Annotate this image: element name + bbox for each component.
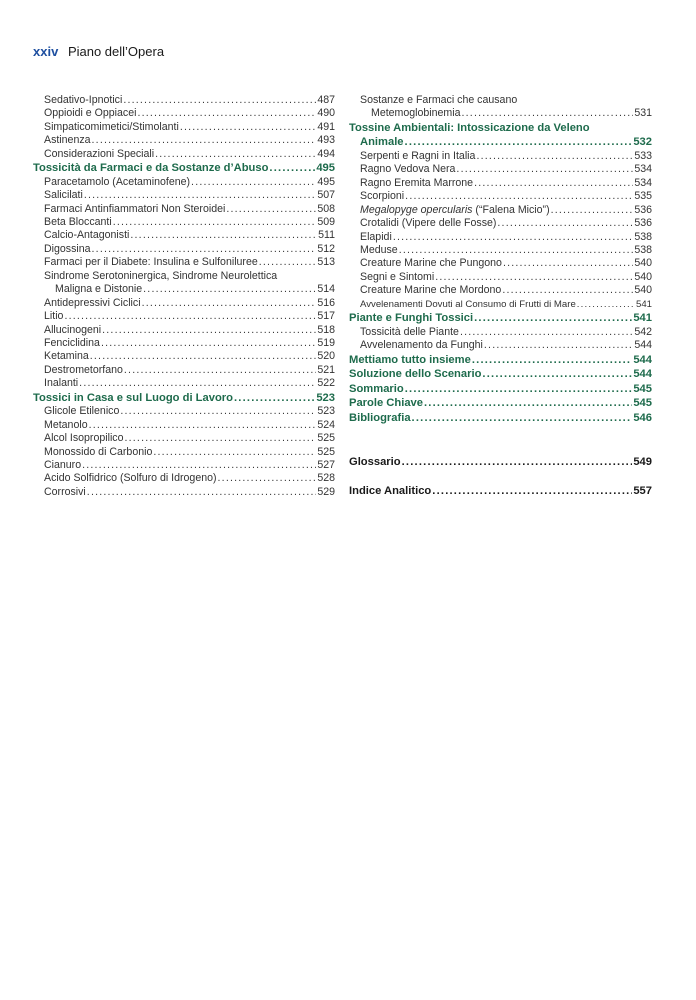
toc-leader-dots: [113, 216, 317, 229]
toc-leader-dots: [123, 94, 316, 107]
toc-entry-title: Metanolo: [44, 418, 88, 431]
toc-entry-title: Tossicità delle Piante: [360, 325, 459, 338]
toc-leader-dots: [234, 391, 315, 406]
toc-leader-dots: [89, 419, 317, 432]
toc-entry: [349, 396, 652, 411]
toc-entry-title: Acido Solfidrico (Solfuro di Idrogeno): [44, 472, 217, 485]
toc-entry: [33, 364, 335, 377]
toc-entry-page: 509: [317, 216, 335, 228]
toc-entry: [33, 472, 335, 485]
toc-entry-title: Paracetamolo (Acetaminofene): [44, 175, 191, 188]
toc-entry: [349, 94, 652, 107]
toc-entry: [33, 337, 335, 350]
toc-entry: [349, 326, 652, 339]
toc-leader-dots: [180, 121, 317, 134]
toc-leader-dots: [474, 177, 633, 190]
toc-entry-title: Maligna e Distonie: [55, 283, 143, 296]
toc-entry-page: 516: [317, 296, 335, 309]
toc-entry: [33, 391, 335, 406]
toc-entry-page: 491: [317, 120, 335, 133]
toc-entry: [349, 382, 652, 397]
toc-entry-page: 535: [634, 190, 652, 203]
toc-entry: [33, 283, 335, 296]
toc-leader-dots: [218, 472, 317, 485]
toc-entry: [349, 163, 652, 176]
section-title: Piano dell’Opera: [67, 44, 165, 59]
toc-entry-title: Metemoglobinemia: [371, 107, 461, 120]
toc-leader-dots: [405, 135, 633, 150]
toc-entry-page: 536: [634, 217, 652, 230]
toc-entry-title: Sommario: [349, 382, 404, 395]
toc-entry-page: 545: [633, 397, 652, 409]
toc-entry: [33, 310, 335, 323]
toc-entry-title: Litio: [44, 310, 64, 323]
toc-leader-dots: [137, 107, 316, 120]
toc-leader-dots: [130, 229, 317, 242]
toc-entry-title: Indice Analitico: [349, 484, 432, 497]
toc-leader-dots: [551, 204, 634, 217]
toc-leader-dots: [503, 257, 633, 270]
toc-entry-title: Corrosivi: [44, 485, 86, 498]
toc-entry: [349, 190, 652, 203]
toc-leader-dots: [577, 298, 635, 311]
toc-entry-title: Ketamina: [44, 350, 89, 363]
toc-leader-dots: [87, 486, 317, 499]
toc-entry: [349, 455, 652, 470]
toc-leader-dots: [79, 377, 316, 390]
toc-leader-dots: [462, 107, 634, 120]
toc-entry-page: 538: [634, 243, 652, 256]
toc-entry: [33, 229, 335, 242]
toc-entry-page: 528: [317, 472, 335, 485]
toc-entry: [33, 446, 335, 459]
toc-entry: [349, 484, 652, 499]
toc-leader-dots: [402, 455, 633, 470]
toc-entry-page: 519: [317, 336, 335, 349]
toc-leader-dots: [405, 382, 633, 397]
toc-entry-page: 545: [633, 382, 652, 395]
toc-entry: [33, 459, 335, 472]
toc-entry-page: 518: [317, 323, 335, 336]
toc-entry-page: 521: [317, 363, 335, 376]
toc-entry: [33, 256, 335, 269]
toc-leader-dots: [424, 396, 632, 411]
toc-entry-title: Creature Marine che Pungono: [360, 257, 502, 270]
toc-entry-title: Calcio-Antagonisti: [44, 229, 130, 242]
toc-entry: [33, 350, 335, 363]
toc-leader-dots: [64, 310, 316, 323]
toc-entry-page: 534: [634, 163, 652, 176]
toc-leader-dots: [125, 432, 317, 445]
toc-leader-dots: [399, 244, 634, 257]
toc-entry-page: 541: [635, 298, 652, 310]
toc-entry-page: 532: [633, 136, 652, 149]
toc-entry: [33, 486, 335, 499]
toc-entry-page: 540: [634, 257, 652, 270]
toc-entry-page: 512: [317, 242, 335, 255]
toc-entry-page: 490: [317, 107, 335, 120]
toc-entry: [349, 204, 652, 217]
toc-entry-page: 524: [317, 418, 335, 431]
toc-entry-page: 527: [317, 458, 335, 471]
toc-entry-title: Alcol Isopropilico: [44, 432, 124, 445]
toc-entry-page: 494: [317, 147, 335, 160]
toc-entry: [349, 107, 652, 120]
toc-leader-dots: [101, 337, 316, 350]
toc-leader-dots: [102, 324, 316, 337]
toc-entry-title: Considerazioni Speciali: [44, 147, 155, 160]
toc-leader-dots: [476, 150, 633, 163]
toc-entry: [33, 134, 335, 147]
toc-entry: [349, 271, 652, 284]
toc-leader-dots: [472, 353, 633, 368]
toc-leader-dots: [502, 284, 633, 297]
toc-entry-title: Soluzione dello Scenario: [349, 368, 482, 380]
toc-entry-title: Destrometorfano: [44, 363, 123, 376]
toc-entry-title: Farmaci Antinfiammatori Non Steroidei: [44, 202, 226, 215]
toc-entry: [33, 270, 335, 283]
toc-entry-page: 495: [316, 162, 335, 175]
toc-entry-page: 525: [317, 445, 335, 458]
toc-entry-title: Crotalidi (Vipere delle Fosse): [360, 217, 497, 230]
toc-entry-page: 546: [633, 411, 652, 424]
toc-entry-title: Tossicità da Farmaci e da Sostanze d’Abuso: [33, 162, 269, 175]
toc-entry-title: Digossina: [44, 242, 91, 255]
toc-leader-dots: [84, 189, 316, 202]
toc-entry-title: Cianuro: [44, 458, 82, 471]
toc-entry: [349, 298, 652, 311]
toc-entry-page: 531: [634, 107, 652, 120]
toc-leader-dots: [432, 484, 632, 499]
toc-entry: [33, 94, 335, 107]
toc-entry-title: Allucinogeni: [44, 323, 102, 336]
toc-leader-dots: [153, 446, 316, 459]
toc-entry-page: 514: [317, 283, 335, 296]
toc-entry: [33, 176, 335, 189]
toc-entry-page: 522: [317, 377, 335, 390]
toc-entry-title: Monossido di Carbonio: [44, 445, 153, 458]
toc-entry-title: Sostanze e Farmaci che causano: [360, 94, 518, 106]
toc-leader-dots: [92, 134, 317, 147]
toc-leader-dots: [474, 311, 632, 326]
toc-entry: [33, 216, 335, 229]
toc-leader-dots: [191, 176, 316, 189]
toc-entry: [349, 231, 652, 244]
toc-leader-dots: [226, 203, 316, 216]
toc-leader-dots: [456, 163, 633, 176]
toc-leader-dots: [120, 405, 316, 418]
toc-entry: [349, 121, 652, 136]
toc-entry-title: Farmaci per il Diabete: Insulina e Sulfoniluree: [44, 256, 258, 269]
toc-entry-title: Animale: [360, 136, 404, 149]
toc-entry-title: Oppioidi e Oppiacei: [44, 107, 137, 120]
toc-leader-dots: [435, 271, 633, 284]
toc-entry-page: 513: [317, 256, 335, 269]
toc-entry-page: 544: [633, 368, 652, 380]
toc-entry-title: Bibliografia: [349, 411, 411, 424]
toc-entry-page: 495: [317, 175, 335, 188]
toc-entry-page: 523: [317, 405, 335, 418]
toc-leader-dots: [482, 367, 632, 382]
toc-entry: [33, 432, 335, 445]
toc-entry-title: Mettiamo tutto insieme: [349, 353, 471, 366]
toc-entry: [33, 405, 335, 418]
toc-entry: [33, 377, 335, 390]
toc-leader-dots: [460, 326, 633, 339]
toc-leader-dots: [497, 217, 633, 230]
toc-left-column: [33, 94, 335, 499]
toc-leader-dots: [155, 148, 316, 161]
toc-entry: [33, 189, 335, 202]
toc-entry-title: Glicole Etilenico: [44, 405, 120, 418]
toc-entry: [33, 203, 335, 216]
toc-entry: [349, 257, 652, 270]
toc-right-column: [349, 94, 652, 498]
toc-leader-dots: [393, 231, 634, 244]
toc-entry-title: Megalopyge opercularis (“Falena Micio”): [360, 203, 550, 216]
toc-entry-page: 536: [634, 203, 652, 216]
toc-entry-title: Tossici in Casa e sul Luogo di Lavoro: [33, 391, 233, 404]
toc-entry-page: 520: [317, 350, 335, 363]
toc-leader-dots: [142, 297, 317, 310]
toc-entry: [33, 419, 335, 432]
toc-entry-page: 511: [318, 229, 335, 242]
toc-entry: [349, 411, 652, 426]
toc-entry: [33, 243, 335, 256]
toc-entry-title: Serpenti e Ragni in Italia: [360, 149, 476, 162]
toc-entry-title: Inalanti: [44, 377, 79, 390]
toc-leader-dots: [90, 350, 317, 363]
toc-entry-page: 523: [316, 391, 335, 404]
toc-entry-page: 544: [633, 353, 652, 366]
toc-leader-dots: [92, 243, 317, 256]
toc-entry: [33, 324, 335, 337]
toc-entry-page: 493: [317, 134, 335, 147]
toc-leader-dots: [269, 161, 315, 176]
toc-entry: [349, 284, 652, 297]
toc-entry: [33, 161, 335, 176]
toc-entry: [349, 244, 652, 257]
toc-leader-dots: [259, 256, 317, 269]
toc-entry-page: 540: [634, 270, 652, 283]
toc-entry: [33, 121, 335, 134]
toc-leader-dots: [412, 411, 633, 426]
toc-entry-title: Sedativo-Ipnotici: [44, 94, 123, 106]
toc-entry-page: 529: [317, 485, 335, 498]
toc-entry-page: 557: [633, 484, 652, 497]
toc-entry-title: Sindrome Serotoninergica, Sindrome Neurolettica: [44, 269, 278, 282]
toc-entry-page: 507: [317, 189, 335, 202]
toc-entry-title: Avvelenamenti Dovuti al Consumo di Frutti di Mare: [360, 298, 576, 310]
toc-entry-title: Scorpioni: [360, 190, 405, 203]
toc-entry-title: Parole Chiave: [349, 397, 423, 409]
toc-entry-title: Elapidi: [360, 230, 392, 243]
toc-entry-title: Fenciclidina: [44, 336, 100, 349]
toc-leader-dots: [124, 364, 316, 377]
toc-entry-page: 541: [633, 312, 652, 325]
toc-entry-page: 538: [634, 230, 652, 243]
toc-entry-title: Avvelenamento da Funghi: [360, 339, 483, 352]
toc-entry-title: Ragno Eremita Marrone: [360, 176, 474, 189]
toc-entry-page: 542: [634, 325, 652, 338]
toc-entry-page: 533: [634, 149, 652, 162]
page-number: xxiv: [33, 44, 59, 59]
toc-entry-page: 549: [633, 456, 652, 468]
toc-entry-page: 517: [317, 310, 335, 323]
toc-entry: [349, 353, 652, 368]
toc-leader-dots: [82, 459, 316, 472]
toc-entry: [33, 297, 335, 310]
toc-entry-page: 544: [634, 339, 652, 352]
toc-entry-page: 540: [634, 284, 652, 297]
toc-entry-title: Antidepressivi Ciclici: [44, 296, 141, 309]
toc-entry-title: Segni e Sintomi: [360, 270, 435, 283]
toc-entry-title: Salicilati: [44, 189, 83, 202]
toc-entry: [349, 339, 652, 352]
toc-entry-title: Beta Bloccanti: [44, 216, 112, 228]
toc-entry: [349, 367, 652, 382]
page-header: [33, 44, 164, 59]
toc-entry-title: Glossario: [349, 456, 401, 468]
toc-entry: [349, 150, 652, 163]
toc-entry: [349, 217, 652, 230]
toc-entry-title: Ragno Vedova Nera: [360, 163, 456, 176]
toc-entry-page: 525: [317, 432, 335, 445]
toc-leader-dots: [484, 339, 633, 352]
toc-entry-title: Tossine Ambientali: Intossicazione da Veleno: [349, 121, 590, 134]
toc-entry-title: Piante e Funghi Tossici: [349, 312, 474, 325]
toc-leader-dots: [405, 190, 633, 203]
toc-entry-title: Meduse: [360, 243, 398, 256]
toc-entry: [349, 177, 652, 190]
toc-entry-page: 534: [634, 176, 652, 189]
toc-entry: [349, 135, 652, 150]
toc-entry-page: 487: [317, 94, 335, 106]
toc-entry-page: 508: [317, 202, 335, 215]
toc-leader-dots: [143, 283, 316, 296]
toc-entry-title: Astinenza: [44, 134, 91, 147]
toc-entry: [33, 148, 335, 161]
toc-entry: [349, 311, 652, 326]
toc-entry-title: Simpaticomimetici/Stimolanti: [44, 120, 179, 133]
toc-entry: [33, 107, 335, 120]
toc-entry-title: Creature Marine che Mordono: [360, 284, 502, 297]
